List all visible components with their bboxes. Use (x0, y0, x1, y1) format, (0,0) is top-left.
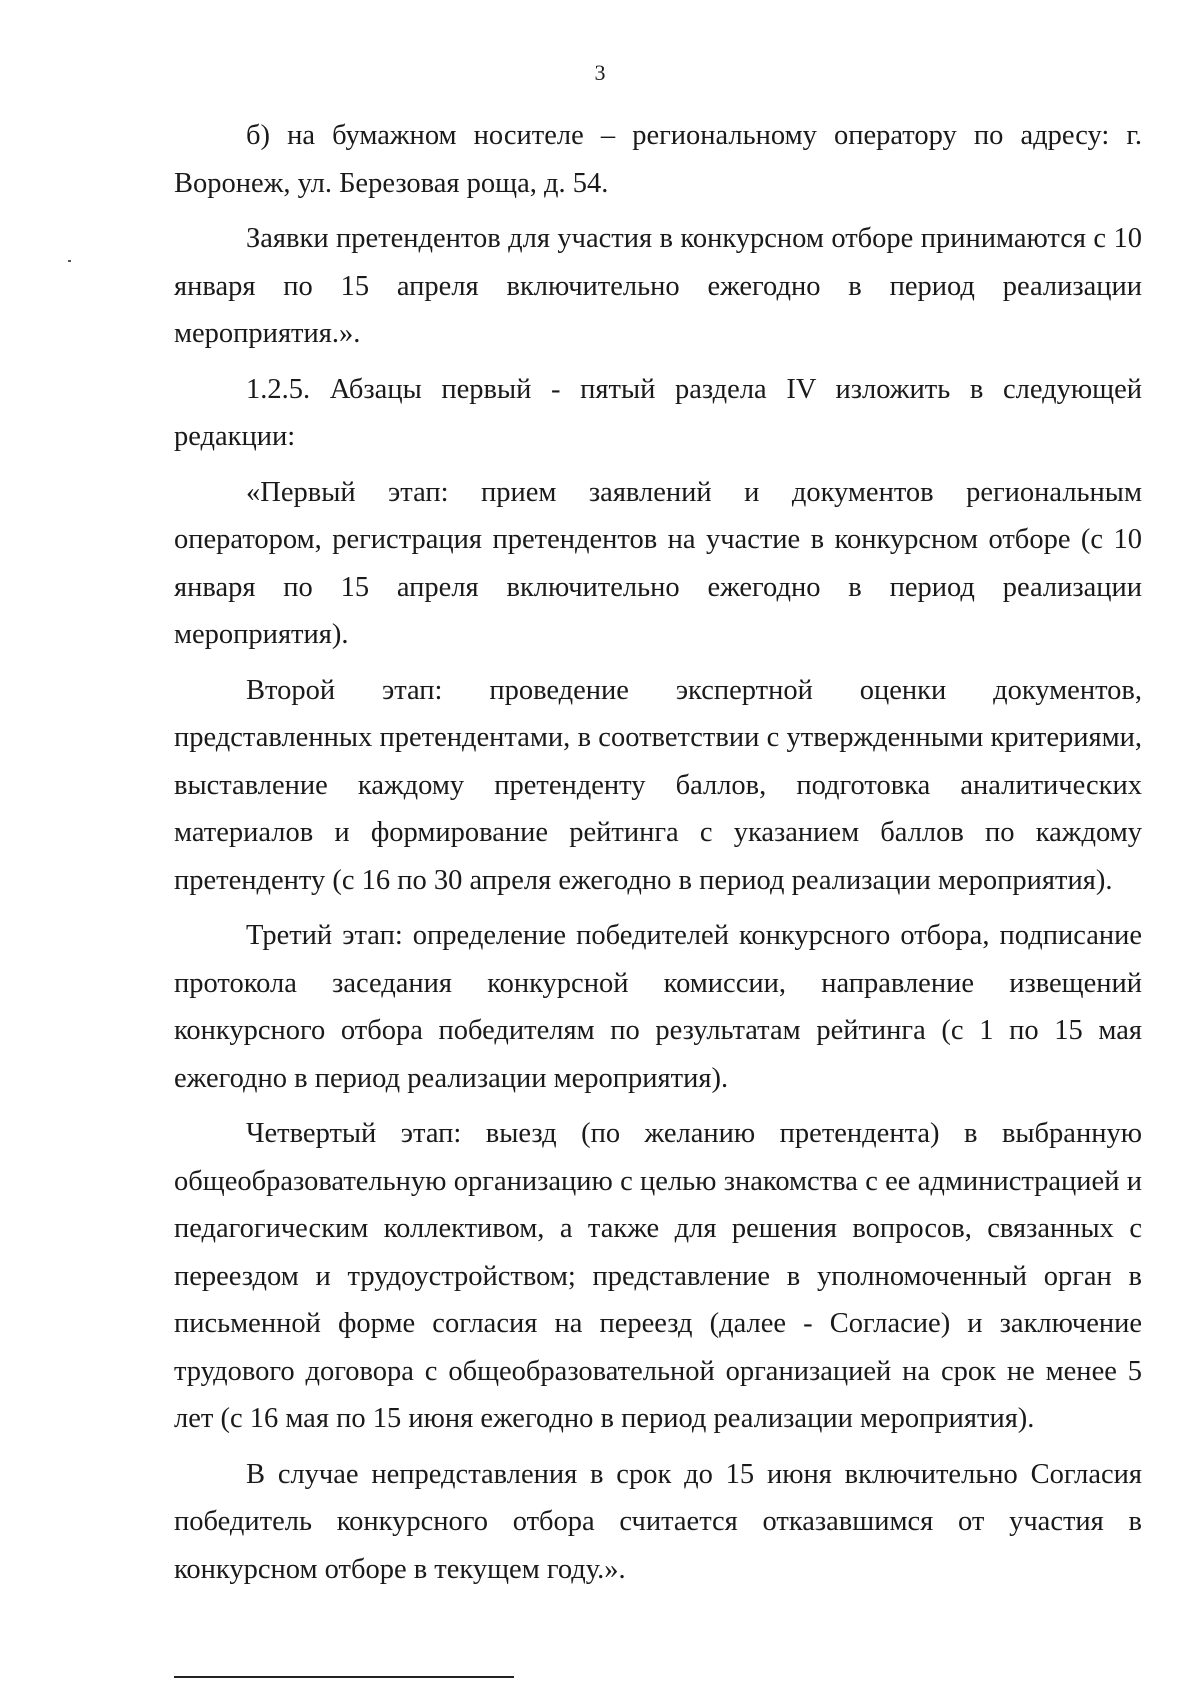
page-number: 3 (594, 60, 606, 85)
paragraph-stage-two: Второй этап: проведение экспертной оценки документов, представленных претендентами, в соответствии с утвержденными критериями, выставление каждому претенденту баллов, подготовка аналитических материалов и формирование рейтинга с указанием баллов по каждому претенденту (с 16 по 30 апреля ежегодно в период реализации мероприятия). (174, 674, 1142, 896)
paragraph-amendment-1-2-5: 1.2.5. Абзацы первый - пятый раздела IV изложить в следующей редакции: (174, 373, 1142, 452)
footer-rule (174, 1676, 514, 1678)
paragraph-stage-three: Третий этап: определение победителей конкурсного отбора, подписание протокола заседания конкурсной комиссии, направление извещений конкурсного отбора победителям по результатам рейтинга (с 1 по 15 мая ежегодно в период реализации мероприятия). (174, 920, 1142, 1094)
paragraph-stage-four: Четвертый этап: выезд (по желанию претендента) в выбранную общеобразовательную организацию с целью знакомства с ее администрацией и педагогическим коллективом, а также для решения вопросов, связанных с переездом и трудоустройством; представление в уполномоченный орган в письменной форме согласия на переезд (далее - Согласие) и заключение трудового договора с общеобразовательной организацией на срок не менее 5 лет (с 16 мая по 15 июня ежегодно в период реализации мероприятия). (174, 1118, 1142, 1434)
scan-mark (68, 260, 71, 262)
document-body (174, 112, 1142, 1593)
paragraph-non-submission: В случае непредставления в срок до 15 июня включительно Согласия победитель конкурсного отбора считается отказавшимся от участия в конкурсном отборе в текущем году.». (174, 1458, 1142, 1585)
paragraph-paper-submission: б) на бумажном носителе – региональному оператору по адресу: г. Воронеж, ул. Березовая роща, д. 54. (174, 120, 1142, 199)
paragraph-stage-one: «Первый этап: прием заявлений и документов региональным оператором, регистрация претендентов на участие в конкурсном отборе (с 10 января по 15 апреля включительно ежегодно в период реализации мероприятия). (174, 476, 1142, 650)
paragraph-application-dates: Заявки претендентов для участия в конкурсном отборе принимаются с 10 января по 15 апреля включительно ежегодно в период реализации мероприятия.». (174, 223, 1142, 349)
